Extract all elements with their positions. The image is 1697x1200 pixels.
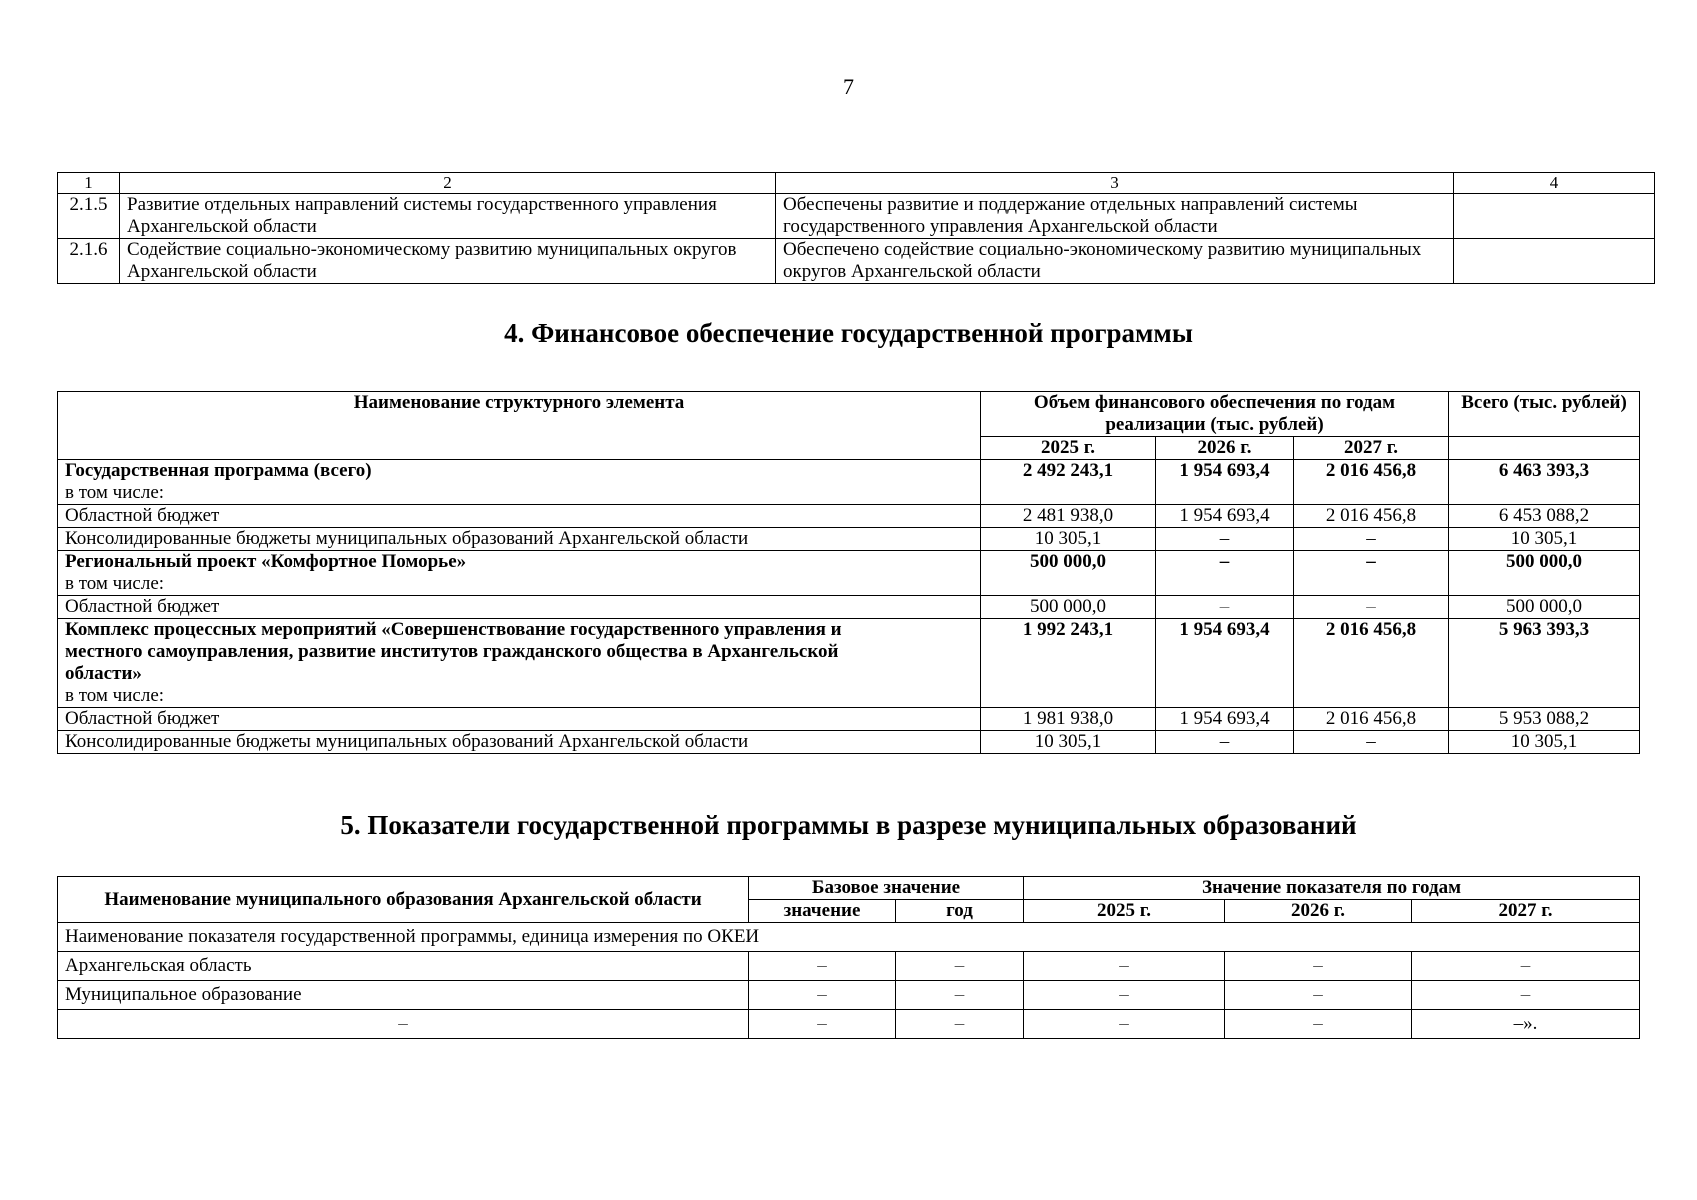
table-row	[58, 981, 1640, 1010]
table-row	[58, 1010, 1640, 1039]
value-cell: –	[1294, 731, 1449, 754]
row-number: 2.1.6	[58, 239, 120, 284]
financing-table	[57, 391, 1640, 754]
row-number: 2.1.5	[58, 194, 120, 239]
value-cell: 10 305,1	[1449, 731, 1640, 754]
value-cell: 2 016 456,8	[1294, 619, 1449, 708]
value-cell: –	[1024, 952, 1225, 981]
table-row	[58, 505, 1640, 528]
task-cell: Развитие отдельных направлений системы государственного управления Архангельской области	[120, 194, 776, 239]
tasks-table	[57, 172, 1655, 284]
header-year: 2027 г.	[1294, 437, 1449, 460]
in-total-label: в том числе:	[65, 573, 165, 594]
value-cell: 1 992 243,1	[981, 619, 1156, 708]
column-number: 3	[776, 173, 1454, 194]
value-cell: 5 953 088,2	[1449, 708, 1640, 731]
municipality-name: –	[58, 1010, 749, 1039]
value-cell: –	[1156, 731, 1294, 754]
row-name: Консолидированные бюджеты муниципальных образований Архангельской области	[58, 731, 981, 754]
header-year: 2026 г.	[1156, 437, 1294, 460]
value-cell: 1 954 693,4	[1156, 619, 1294, 708]
header-by-years: Значение показателя по годам	[1024, 877, 1640, 900]
indicators-table	[57, 876, 1640, 1039]
value-cell: –	[1225, 981, 1412, 1010]
row-name-cell	[58, 619, 981, 708]
task-cell: Содействие социально-экономическому развитию муниципальных округов Архангельской области	[120, 239, 776, 284]
table-row	[58, 551, 1640, 596]
value-cell: 2 016 456,8	[1294, 460, 1449, 505]
value-cell: –	[1294, 528, 1449, 551]
value-cell: –	[749, 1010, 896, 1039]
value-cell: 500 000,0	[1449, 551, 1640, 596]
row-name-cell	[58, 460, 981, 505]
header-element-name: Наименование структурного элемента	[58, 392, 981, 460]
column-number: 1	[58, 173, 120, 194]
value-cell: –	[1225, 1010, 1412, 1039]
header-total-blank	[1449, 437, 1640, 460]
value-cell: 6 453 088,2	[1449, 505, 1640, 528]
value-cell: 2 016 456,8	[1294, 505, 1449, 528]
indicator-name-row: Наименование показателя государственной программы, единица измерения по ОКЕИ	[58, 923, 1640, 952]
value-cell: 10 305,1	[981, 731, 1156, 754]
value-cell: 1 954 693,4	[1156, 460, 1294, 505]
value-cell: 2 016 456,8	[1294, 708, 1449, 731]
value-cell: –	[1412, 952, 1640, 981]
table-header-row	[58, 392, 1640, 437]
table-header-row	[58, 173, 1655, 194]
header-volume: Объем финансового обеспечения по годам реализации (тыс. рублей)	[981, 392, 1449, 437]
header-year: 2025 г.	[981, 437, 1156, 460]
row-name: Областной бюджет	[58, 708, 981, 731]
value-cell: –	[1024, 1010, 1225, 1039]
table-row	[58, 596, 1640, 619]
value-cell: 500 000,0	[981, 596, 1156, 619]
value-cell: 2 492 243,1	[981, 460, 1156, 505]
link-cell	[1454, 239, 1655, 284]
value-cell: –	[1156, 551, 1294, 596]
value-cell: –	[749, 981, 896, 1010]
value-cell: –».	[1412, 1010, 1640, 1039]
value-cell: –	[1294, 596, 1449, 619]
section-5-title: 5. Показатели государственной программы в разрезе муниципальных образований	[340, 810, 1357, 840]
section-4-title: 4. Финансовое обеспечение государственной программы	[504, 318, 1193, 348]
in-total-label: в том числе:	[65, 685, 165, 706]
municipality-name: Муниципальное образование	[58, 981, 749, 1010]
table-row	[58, 731, 1640, 754]
table-row	[58, 528, 1640, 551]
value-cell: 10 305,1	[1449, 528, 1640, 551]
row-name: Государственная программа (всего)	[65, 460, 372, 481]
header-total: Всего (тыс. рублей)	[1449, 392, 1640, 437]
table-row	[58, 952, 1640, 981]
header-year: 2025 г.	[1024, 900, 1225, 923]
value-cell: 500 000,0	[981, 551, 1156, 596]
column-number: 2	[120, 173, 776, 194]
row-name: Областной бюджет	[58, 596, 981, 619]
value-cell: –	[896, 1010, 1024, 1039]
header-year: 2026 г.	[1225, 900, 1412, 923]
table-row	[58, 460, 1640, 505]
header-year: год	[896, 900, 1024, 923]
table-row	[58, 619, 1640, 708]
result-cell: Обеспечены развитие и поддержание отдельных направлений системы государственного управления Архангельской области	[776, 194, 1454, 239]
value-cell: –	[1412, 981, 1640, 1010]
value-cell: –	[1225, 952, 1412, 981]
value-cell: –	[749, 952, 896, 981]
table-row	[58, 708, 1640, 731]
header-value: значение	[749, 900, 896, 923]
value-cell: 500 000,0	[1449, 596, 1640, 619]
municipality-name: Архангельская область	[58, 952, 749, 981]
value-cell: 6 463 393,3	[1449, 460, 1640, 505]
row-name: Консолидированные бюджеты муниципальных образований Архангельской области	[58, 528, 981, 551]
table-row	[58, 239, 1655, 284]
value-cell: –	[896, 981, 1024, 1010]
in-total-label: в том числе:	[65, 482, 165, 503]
value-cell: 1 954 693,4	[1156, 505, 1294, 528]
link-cell	[1454, 194, 1655, 239]
row-name: Региональный проект «Комфортное Поморье»	[65, 551, 467, 572]
row-name: Областной бюджет	[58, 505, 981, 528]
value-cell: –	[1024, 981, 1225, 1010]
column-number: 4	[1454, 173, 1655, 194]
table-row	[58, 923, 1640, 952]
header-base-value: Базовое значение	[749, 877, 1024, 900]
value-cell: –	[1156, 596, 1294, 619]
row-name-cell	[58, 551, 981, 596]
header-year: 2027 г.	[1412, 900, 1640, 923]
value-cell: 10 305,1	[981, 528, 1156, 551]
table-header-row	[58, 877, 1640, 900]
table-row	[58, 194, 1655, 239]
page-number: 7	[843, 74, 854, 99]
value-cell: 1 954 693,4	[1156, 708, 1294, 731]
header-municipality: Наименование муниципального образования Архангельской области	[58, 877, 749, 923]
value-cell: 1 981 938,0	[981, 708, 1156, 731]
value-cell: 2 481 938,0	[981, 505, 1156, 528]
value-cell: 5 963 393,3	[1449, 619, 1640, 708]
value-cell: –	[1156, 528, 1294, 551]
row-name: Комплекс процессных мероприятий «Совершенствование государственного управления и местного самоуправления, развитие институтов гражданского общества в Архангельской области»	[65, 619, 842, 684]
value-cell: –	[1294, 551, 1449, 596]
value-cell: –	[896, 952, 1024, 981]
result-cell: Обеспечено содействие социально-экономическому развитию муниципальных округов Архангельской области	[776, 239, 1454, 284]
